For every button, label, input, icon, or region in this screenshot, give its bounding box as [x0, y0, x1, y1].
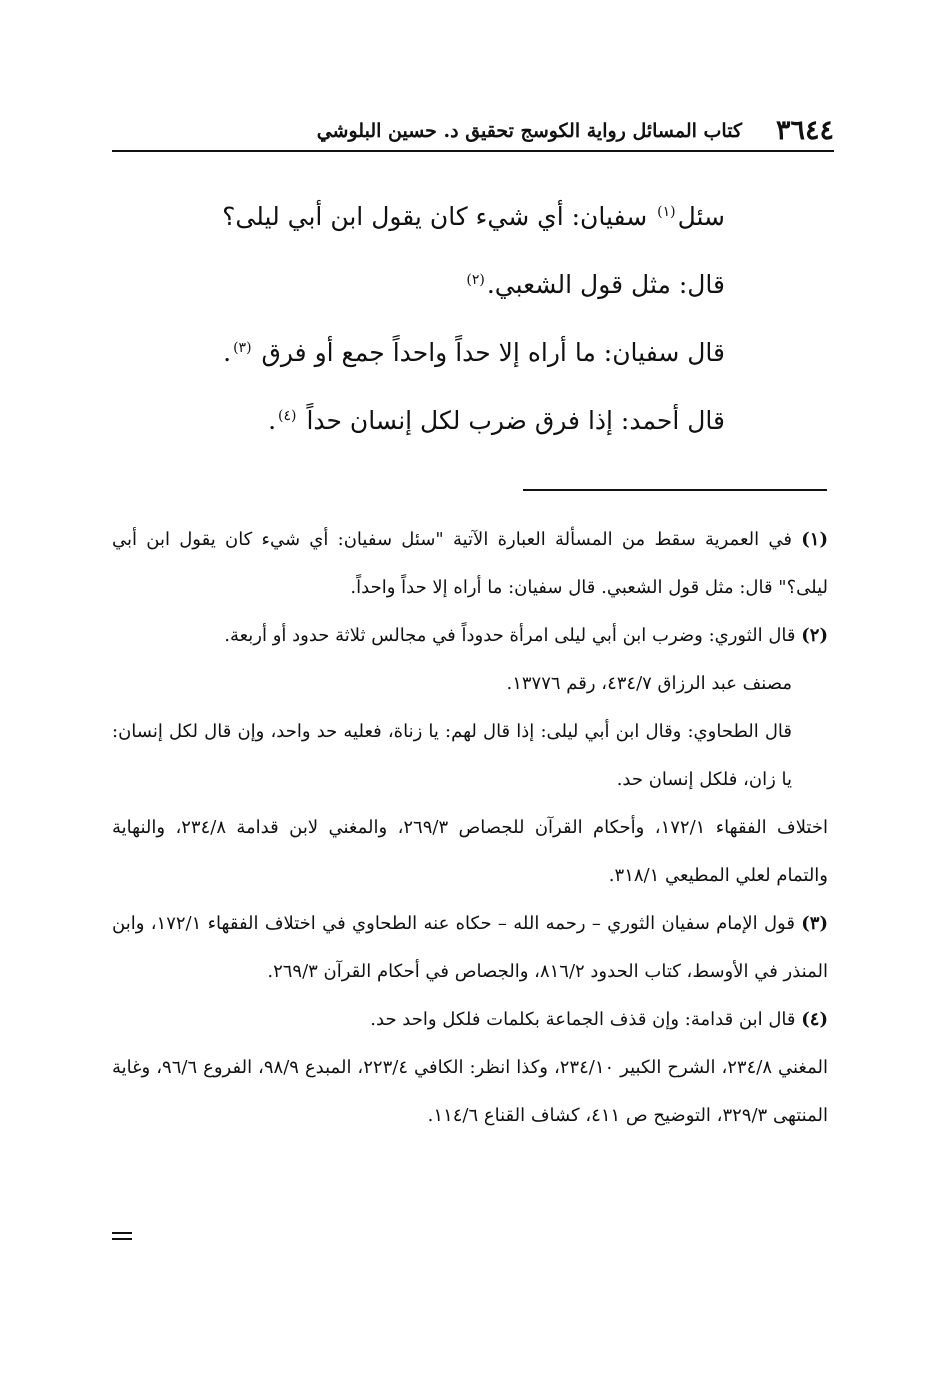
footnote-2-references: اختلاف الفقهاء ١٧٢/١، وأحكام القرآن للجصاص ٢٦٩/٣، والمغني لابن قدامة ٢٣٤/٨، والنهاية والتمام لعلي المطيعي ٣١٨/١.: [112, 817, 828, 886]
main-line: [185, 319, 725, 387]
running-header: [112, 108, 834, 148]
footnote-2-quote: قال الطحاوي: وقال ابن أبي ليلى: إذا قال لهم: يا زناة، فعليه حد واحد، وإن قال لكل إنسان: يا زان، فلكل إنسان حد.: [112, 721, 792, 790]
footnote-4: [112, 996, 828, 1044]
footnote-text: قال ابن قدامة: وإن قذف الجماعة بكلمات فلكل واحد حد.: [370, 1009, 796, 1030]
main-line: [185, 251, 725, 319]
footnote-reference[interactable]: (٢): [466, 271, 485, 288]
end-mark-line: [112, 1238, 132, 1240]
page-number: ٣٦٤٤: [775, 115, 834, 146]
footnotes: [112, 516, 828, 1140]
end-mark-line: [112, 1232, 132, 1234]
main-line-text: سئل: [677, 202, 725, 231]
footnote-reference[interactable]: (٣): [233, 339, 252, 356]
footnote-marker: (١): [801, 529, 828, 550]
main-line-text: سفيان: أي شيء كان يقول ابن أبي ليلى؟: [222, 202, 656, 231]
footnote-4-references: المغني ٢٣٤/٨، الشرح الكبير ٢٣٤/١٠، وكذا انظر: الكافي ٢٢٣/٤، المبدع ٩٨/٩، الفروع ٩٦/٦، وغاية المنتهى ٣٢٩/٣، التوضيح ص ٤١١، كشاف القناع ١١٤/٦.: [112, 1057, 829, 1126]
main-line-text: قال أحمد: إذا فرق ضرب لكل إنسان حداً: [298, 406, 725, 435]
footnote-2-source: مصنف عبد الرزاق ٤٣٤/٧، رقم ١٣٧٧٦.: [506, 673, 792, 694]
main-text: [185, 183, 725, 455]
footnote-text: قول الإمام سفيان الثوري – رحمه الله – حكاه عنه الطحاوي في اختلاف الفقهاء ١٧٢/١، وابن المنذر في الأوسط، كتاب الحدود ٨١٦/٢، والجصاص في أحكام القرآن ٢٦٩/٣.: [112, 913, 828, 982]
main-line-text: .: [268, 406, 277, 435]
main-line-text: قال: مثل قول الشعبي.: [486, 270, 725, 299]
footnote-reference[interactable]: (٤): [278, 407, 297, 424]
footnote-3: [112, 900, 828, 996]
main-line-text: .: [223, 338, 232, 367]
footnote-marker: (٣): [801, 913, 828, 934]
main-line-text: قال سفيان: ما أراه إلا حداً واحداً جمع أو فرق: [253, 338, 725, 367]
footnote-2: [112, 612, 828, 660]
footnote-text: في العمرية سقط من المسألة العبارة الآتية "سئل سفيان: أي شيء كان يقول ابن أبي ليلى؟" قال: مثل قول الشعبي. قال سفيان: ما أراه إلا حداً واحداً.: [112, 529, 828, 598]
header-rule: [112, 150, 834, 152]
main-line: [185, 183, 725, 251]
footnote-separator: [523, 489, 827, 491]
running-title: كتاب المسائل رواية الكوسج تحقيق د. حسين البلوشي: [316, 120, 742, 142]
footnote-1: [112, 516, 828, 612]
footnote-marker: (٢): [801, 625, 828, 646]
main-line: [185, 387, 725, 455]
footnote-marker: (٤): [801, 1009, 828, 1030]
footnote-reference[interactable]: (١): [657, 203, 676, 220]
footnote-text: قال الثوري: وضرب ابن أبي ليلى امرأة حدوداً في مجالس ثلاثة حدود أو أربعة.: [224, 625, 796, 646]
end-of-page-mark: [112, 1232, 132, 1242]
